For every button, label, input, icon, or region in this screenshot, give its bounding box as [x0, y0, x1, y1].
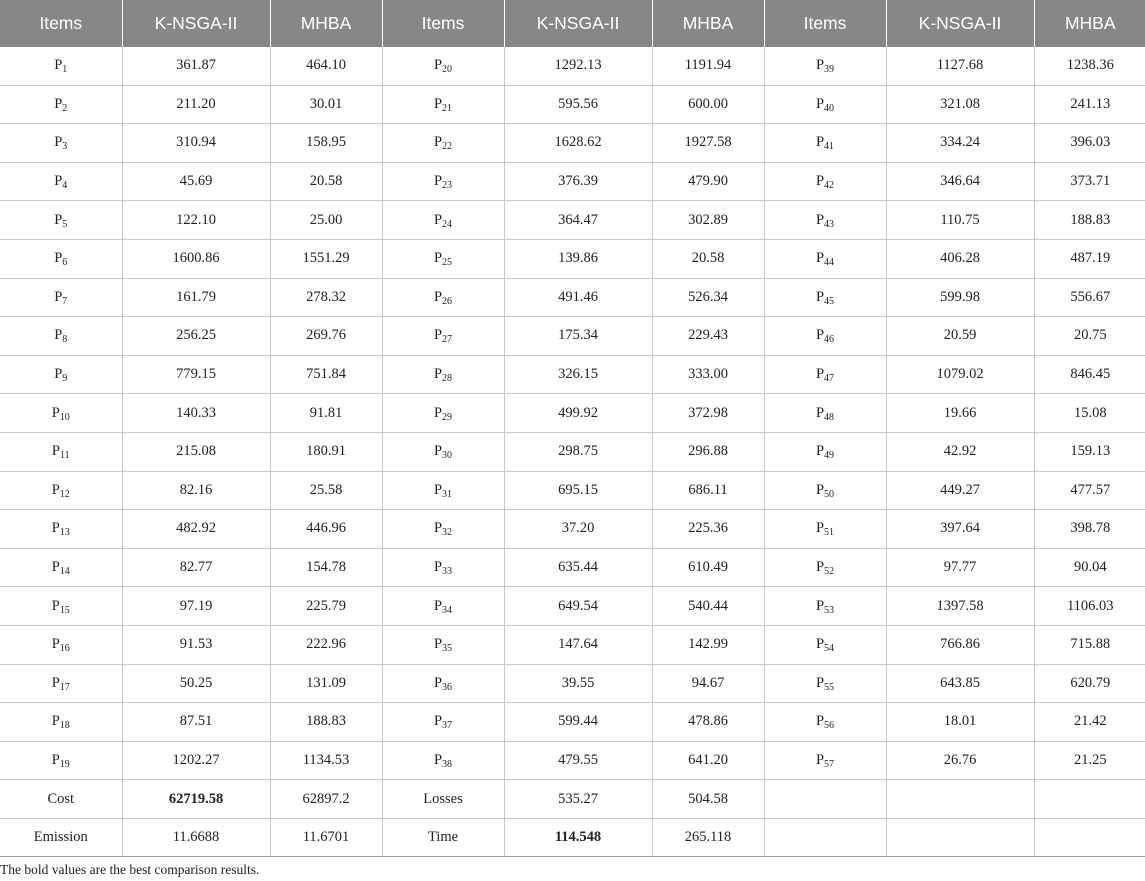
item-cell: $P_{54}$: [764, 625, 886, 664]
item-cell: $P_{10}$: [0, 394, 122, 433]
mhba-value: 21.42: [1034, 703, 1145, 742]
knsga-value: 1397.58: [886, 587, 1034, 626]
mhba-value: 229.43: [652, 317, 764, 356]
summary-label: Losses: [382, 780, 504, 819]
table-row: [0, 162, 1145, 201]
item-subscript: 35: [442, 643, 453, 655]
knsga-value: 499.92: [504, 394, 652, 433]
item-cell: $P_4$: [0, 162, 122, 201]
item-cell: $P_{25}$: [382, 239, 504, 278]
item-cell: $P_6$: [0, 239, 122, 278]
knsga-value: 215.08: [122, 432, 270, 471]
knsga-value: 82.16: [122, 471, 270, 510]
item-subscript: 1: [62, 64, 68, 76]
summary-mhba-value: 62897.2: [270, 780, 382, 819]
item-cell: $P_{53}$: [764, 587, 886, 626]
knsga-value: 139.86: [504, 239, 652, 278]
item-cell: $P_{14}$: [0, 548, 122, 587]
knsga-value: 649.54: [504, 587, 652, 626]
item-cell: $P_{34}$: [382, 587, 504, 626]
table-row: [0, 47, 1145, 85]
item-cell: $P_8$: [0, 317, 122, 356]
item-cell: $P_{16}$: [0, 625, 122, 664]
summary-mhba-value: 265.118: [652, 818, 764, 857]
table-row: [0, 239, 1145, 278]
summary-label: Cost: [0, 780, 122, 819]
mhba-value: 1238.36: [1034, 47, 1145, 85]
knsga-value: 321.08: [886, 85, 1034, 124]
item-subscript: 36: [442, 681, 453, 693]
item-subscript: 41: [824, 141, 835, 153]
item-cell: $P_3$: [0, 124, 122, 163]
item-subscript: 37: [442, 720, 453, 732]
mhba-value: 25.58: [270, 471, 382, 510]
mhba-value: 269.76: [270, 317, 382, 356]
mhba-value: 556.67: [1034, 278, 1145, 317]
mhba-value: 142.99: [652, 625, 764, 664]
item-cell: $P_{48}$: [764, 394, 886, 433]
empty-cell: [1034, 818, 1145, 857]
mhba-value: 20.58: [270, 162, 382, 201]
mhba-value: 1134.53: [270, 741, 382, 780]
mhba-value: 396.03: [1034, 124, 1145, 163]
item-cell: $P_{57}$: [764, 741, 886, 780]
knsga-value: 479.55: [504, 741, 652, 780]
item-subscript: 28: [442, 373, 453, 385]
item-cell: $P_{46}$: [764, 317, 886, 356]
summary-knsga-value: 11.6688: [122, 818, 270, 857]
item-cell: $P_{23}$: [382, 162, 504, 201]
mhba-value: 302.89: [652, 201, 764, 240]
item-subscript: 49: [824, 450, 835, 462]
item-subscript: 55: [824, 681, 835, 693]
item-subscript: 17: [59, 681, 70, 693]
knsga-value: 82.77: [122, 548, 270, 587]
item-subscript: 56: [824, 720, 835, 732]
item-subscript: 48: [824, 411, 835, 423]
table-row: [0, 703, 1145, 742]
mhba-value: 241.13: [1034, 85, 1145, 124]
mhba-value: 333.00: [652, 355, 764, 394]
mhba-value: 278.32: [270, 278, 382, 317]
item-subscript: 34: [442, 604, 453, 616]
mhba-value: 90.04: [1034, 548, 1145, 587]
item-subscript: 7: [62, 295, 68, 307]
item-subscript: 45: [824, 295, 835, 307]
table-row: [0, 587, 1145, 626]
knsga-value: 110.75: [886, 201, 1034, 240]
header-knsga: K-NSGA-II: [886, 0, 1034, 47]
knsga-value: 1127.68: [886, 47, 1034, 85]
item-subscript: 13: [59, 527, 70, 539]
mhba-value: 1927.58: [652, 124, 764, 163]
header-mhba: MHBA: [1034, 0, 1145, 47]
mhba-value: 686.11: [652, 471, 764, 510]
mhba-value: 15.08: [1034, 394, 1145, 433]
mhba-value: 715.88: [1034, 625, 1145, 664]
mhba-value: 131.09: [270, 664, 382, 703]
mhba-value: 610.49: [652, 548, 764, 587]
table-row: [0, 664, 1145, 703]
mhba-value: 25.00: [270, 201, 382, 240]
knsga-value: 326.15: [504, 355, 652, 394]
table-row: [0, 471, 1145, 510]
summary-mhba-value: 504.58: [652, 780, 764, 819]
item-cell: $P_{17}$: [0, 664, 122, 703]
header-items: Items: [382, 0, 504, 47]
item-subscript: 19: [59, 758, 70, 770]
summary-row: [0, 780, 1145, 819]
item-subscript: 33: [442, 566, 453, 578]
knsga-value: 211.20: [122, 85, 270, 124]
knsga-value: 376.39: [504, 162, 652, 201]
item-subscript: 42: [824, 180, 835, 192]
empty-cell: [1034, 780, 1145, 819]
item-cell: $P_{27}$: [382, 317, 504, 356]
knsga-value: 18.01: [886, 703, 1034, 742]
mhba-value: 1106.03: [1034, 587, 1145, 626]
item-subscript: 15: [59, 604, 70, 616]
item-subscript: 29: [442, 411, 453, 423]
empty-cell: [764, 818, 886, 857]
item-cell: $P_{43}$: [764, 201, 886, 240]
summary-knsga-value: 114.548: [504, 818, 652, 857]
mhba-value: 373.71: [1034, 162, 1145, 201]
knsga-value: 482.92: [122, 510, 270, 549]
item-subscript: 53: [824, 604, 835, 616]
mhba-value: 188.83: [270, 703, 382, 742]
item-cell: $P_{56}$: [764, 703, 886, 742]
item-subscript: 32: [442, 527, 453, 539]
item-subscript: 52: [824, 566, 835, 578]
item-cell: $P_{24}$: [382, 201, 504, 240]
knsga-value: 298.75: [504, 432, 652, 471]
knsga-value: 87.51: [122, 703, 270, 742]
item-subscript: 2: [62, 102, 68, 114]
item-subscript: 40: [824, 102, 835, 114]
mhba-value: 846.45: [1034, 355, 1145, 394]
mhba-value: 159.13: [1034, 432, 1145, 471]
mhba-value: 398.78: [1034, 510, 1145, 549]
header-items: Items: [0, 0, 122, 47]
mhba-value: 478.86: [652, 703, 764, 742]
item-cell: $P_{39}$: [764, 47, 886, 85]
mhba-value: 526.34: [652, 278, 764, 317]
item-subscript: 21: [442, 102, 453, 114]
table-footnote: The bold values are the best comparison results.: [0, 862, 260, 877]
knsga-value: 97.77: [886, 548, 1034, 587]
mhba-value: 188.83: [1034, 201, 1145, 240]
item-cell: $P_{22}$: [382, 124, 504, 163]
item-subscript: 6: [62, 257, 68, 269]
knsga-value: 256.25: [122, 317, 270, 356]
item-subscript: 22: [442, 141, 453, 153]
knsga-value: 39.55: [504, 664, 652, 703]
item-subscript: 31: [442, 488, 453, 500]
item-cell: $P_{38}$: [382, 741, 504, 780]
item-cell: $P_{52}$: [764, 548, 886, 587]
item-cell: $P_{42}$: [764, 162, 886, 201]
mhba-value: 20.75: [1034, 317, 1145, 356]
knsga-value: 595.56: [504, 85, 652, 124]
item-cell: $P_{44}$: [764, 239, 886, 278]
item-subscript: 10: [59, 411, 70, 423]
item-cell: $P_{31}$: [382, 471, 504, 510]
knsga-value: 1292.13: [504, 47, 652, 85]
summary-knsga-value: 62719.58: [122, 780, 270, 819]
mhba-value: 20.58: [652, 239, 764, 278]
table-row: [0, 394, 1145, 433]
knsga-value: 1079.02: [886, 355, 1034, 394]
knsga-value: 310.94: [122, 124, 270, 163]
knsga-value: 175.34: [504, 317, 652, 356]
knsga-value: 42.92: [886, 432, 1034, 471]
table-row: [0, 741, 1145, 780]
item-cell: $P_{36}$: [382, 664, 504, 703]
item-cell: $P_{12}$: [0, 471, 122, 510]
item-cell: $P_{28}$: [382, 355, 504, 394]
table-row: [0, 355, 1145, 394]
knsga-value: 346.64: [886, 162, 1034, 201]
item-cell: $P_{55}$: [764, 664, 886, 703]
item-subscript: 16: [59, 643, 70, 655]
mhba-value: 296.88: [652, 432, 764, 471]
knsga-value: 1628.62: [504, 124, 652, 163]
table-row: [0, 85, 1145, 124]
mhba-value: 30.01: [270, 85, 382, 124]
item-cell: $P_{37}$: [382, 703, 504, 742]
item-cell: $P_{51}$: [764, 510, 886, 549]
item-subscript: 47: [824, 373, 835, 385]
item-cell: $P_{19}$: [0, 741, 122, 780]
item-subscript: 51: [824, 527, 835, 539]
mhba-value: 1191.94: [652, 47, 764, 85]
empty-cell: [886, 818, 1034, 857]
mhba-value: 91.81: [270, 394, 382, 433]
mhba-value: 477.57: [1034, 471, 1145, 510]
mhba-value: 225.79: [270, 587, 382, 626]
item-cell: $P_{41}$: [764, 124, 886, 163]
summary-row: [0, 818, 1145, 857]
knsga-value: 37.20: [504, 510, 652, 549]
item-cell: $P_{18}$: [0, 703, 122, 742]
knsga-value: 364.47: [504, 201, 652, 240]
knsga-value: 695.15: [504, 471, 652, 510]
mhba-value: 464.10: [270, 47, 382, 85]
knsga-value: 1600.86: [122, 239, 270, 278]
item-subscript: 27: [442, 334, 453, 346]
item-subscript: 26: [442, 295, 453, 307]
item-cell: $P_{13}$: [0, 510, 122, 549]
knsga-value: 161.79: [122, 278, 270, 317]
header-knsga: K-NSGA-II: [122, 0, 270, 47]
header-row: [0, 0, 1145, 47]
item-cell: $P_{20}$: [382, 47, 504, 85]
mhba-value: 180.91: [270, 432, 382, 471]
knsga-value: 643.85: [886, 664, 1034, 703]
item-subscript: 25: [442, 257, 453, 269]
item-subscript: 38: [442, 758, 453, 770]
table-row: [0, 510, 1145, 549]
item-cell: $P_{11}$: [0, 432, 122, 471]
item-subscript: 24: [442, 218, 453, 230]
item-cell: $P_9$: [0, 355, 122, 394]
empty-cell: [764, 780, 886, 819]
table-row: [0, 548, 1145, 587]
mhba-value: 154.78: [270, 548, 382, 587]
item-subscript: 14: [59, 566, 70, 578]
item-cell: $P_{21}$: [382, 85, 504, 124]
item-cell: $P_2$: [0, 85, 122, 124]
knsga-value: 361.87: [122, 47, 270, 85]
mhba-value: 600.00: [652, 85, 764, 124]
table-row: [0, 124, 1145, 163]
item-subscript: 4: [62, 180, 68, 192]
knsga-value: 91.53: [122, 625, 270, 664]
summary-knsga-value: 535.27: [504, 780, 652, 819]
mhba-value: 225.36: [652, 510, 764, 549]
mhba-value: 446.96: [270, 510, 382, 549]
knsga-value: 147.64: [504, 625, 652, 664]
item-subscript: 8: [62, 334, 68, 346]
knsga-value: 19.66: [886, 394, 1034, 433]
mhba-value: 540.44: [652, 587, 764, 626]
knsga-value: 599.44: [504, 703, 652, 742]
mhba-value: 94.67: [652, 664, 764, 703]
item-subscript: 39: [824, 64, 835, 76]
item-cell: $P_{49}$: [764, 432, 886, 471]
item-subscript: 23: [442, 180, 453, 192]
header-items: Items: [764, 0, 886, 47]
knsga-value: 45.69: [122, 162, 270, 201]
item-subscript: 9: [62, 373, 68, 385]
knsga-value: 26.76: [886, 741, 1034, 780]
item-cell: $P_{35}$: [382, 625, 504, 664]
knsga-value: 50.25: [122, 664, 270, 703]
table-row: [0, 625, 1145, 664]
item-subscript: 11: [59, 450, 70, 462]
knsga-value: 406.28: [886, 239, 1034, 278]
item-subscript: 44: [824, 257, 835, 269]
knsga-value: 491.46: [504, 278, 652, 317]
mhba-value: 158.95: [270, 124, 382, 163]
item-cell: $P_{47}$: [764, 355, 886, 394]
mhba-value: 372.98: [652, 394, 764, 433]
mhba-value: 751.84: [270, 355, 382, 394]
summary-label: Emission: [0, 818, 122, 857]
knsga-value: 334.24: [886, 124, 1034, 163]
item-cell: $P_{45}$: [764, 278, 886, 317]
item-subscript: 43: [824, 218, 835, 230]
item-cell: $P_{40}$: [764, 85, 886, 124]
knsga-value: 635.44: [504, 548, 652, 587]
header-mhba: MHBA: [652, 0, 764, 47]
item-cell: $P_{29}$: [382, 394, 504, 433]
table-row: [0, 201, 1145, 240]
empty-cell: [886, 780, 1034, 819]
header-knsga: K-NSGA-II: [504, 0, 652, 47]
item-cell: $P_5$: [0, 201, 122, 240]
knsga-value: 766.86: [886, 625, 1034, 664]
knsga-value: 1202.27: [122, 741, 270, 780]
item-subscript: 30: [442, 450, 453, 462]
item-cell: $P_{26}$: [382, 278, 504, 317]
item-cell: $P_{30}$: [382, 432, 504, 471]
mhba-value: 1551.29: [270, 239, 382, 278]
table-row: [0, 317, 1145, 356]
summary-mhba-value: 11.6701: [270, 818, 382, 857]
item-subscript: 3: [62, 141, 68, 153]
item-subscript: 46: [824, 334, 835, 346]
mhba-value: 222.96: [270, 625, 382, 664]
table-row: [0, 278, 1145, 317]
item-subscript: 57: [824, 758, 835, 770]
table-body: [0, 47, 1145, 857]
mhba-value: 487.19: [1034, 239, 1145, 278]
knsga-value: 397.64: [886, 510, 1034, 549]
summary-label: Time: [382, 818, 504, 857]
item-cell: $P_1$: [0, 47, 122, 85]
item-subscript: 54: [824, 643, 835, 655]
item-cell: $P_{50}$: [764, 471, 886, 510]
mhba-value: 620.79: [1034, 664, 1145, 703]
knsga-value: 449.27: [886, 471, 1034, 510]
item-cell: $P_7$: [0, 278, 122, 317]
item-subscript: 50: [824, 488, 835, 500]
item-cell: $P_{15}$: [0, 587, 122, 626]
knsga-value: 779.15: [122, 355, 270, 394]
table-row: [0, 432, 1145, 471]
mhba-value: 479.90: [652, 162, 764, 201]
knsga-value: 20.59: [886, 317, 1034, 356]
knsga-value: 140.33: [122, 394, 270, 433]
item-subscript: 18: [59, 720, 70, 732]
knsga-value: 122.10: [122, 201, 270, 240]
mhba-value: 21.25: [1034, 741, 1145, 780]
item-cell: $P_{32}$: [382, 510, 504, 549]
item-subscript: 5: [62, 218, 68, 230]
mhba-value: 641.20: [652, 741, 764, 780]
item-cell: $P_{33}$: [382, 548, 504, 587]
header-mhba: MHBA: [270, 0, 382, 47]
item-subscript: 12: [59, 488, 70, 500]
item-subscript: 20: [442, 64, 453, 76]
knsga-value: 599.98: [886, 278, 1034, 317]
knsga-value: 97.19: [122, 587, 270, 626]
